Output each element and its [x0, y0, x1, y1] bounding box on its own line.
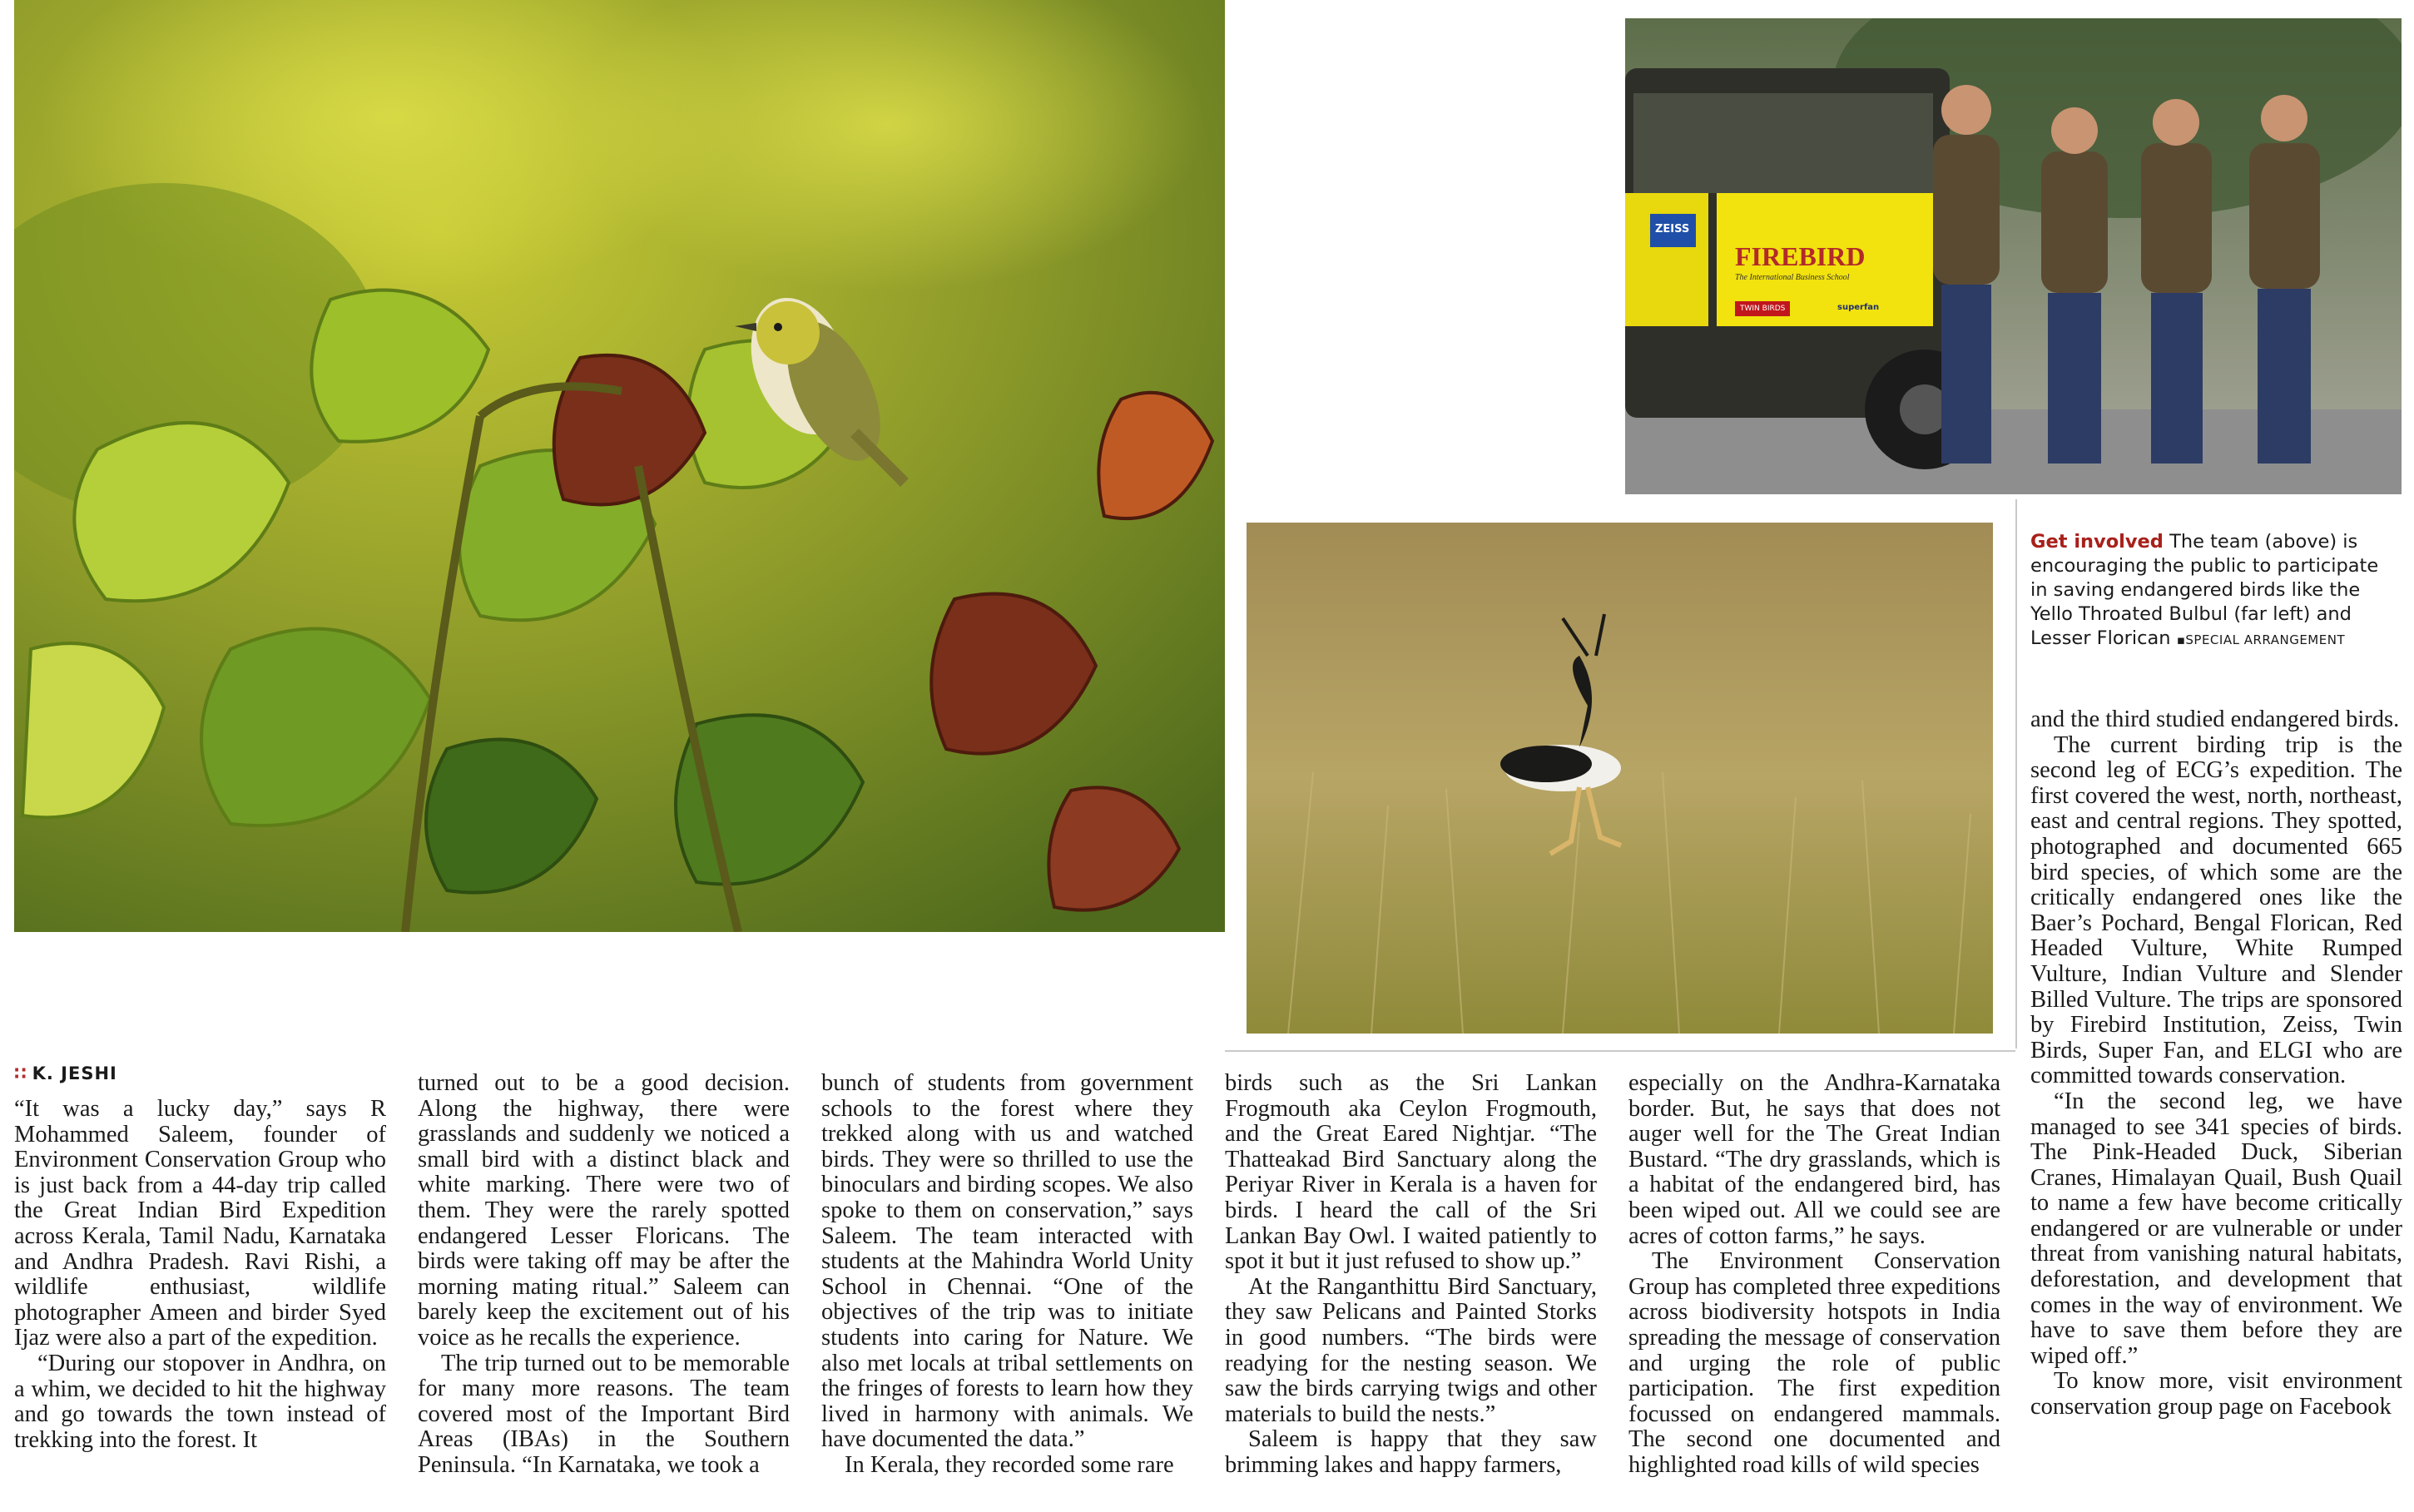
team-photo [1625, 18, 2402, 494]
byline-marker: ∷ [14, 1063, 27, 1083]
florican-frame [1225, 499, 2015, 1048]
column-divider [2015, 499, 2017, 1048]
paragraph: “It was a lucky day,” says R Mohammed Saleem, founder of Environment Conservation Group who is just back from a 44-day trip called the Great Indian Bird Expedition across Kerala, Tamil Nadu, Karnataka and Andhra Pradesh. Ravi Rishi, a wildlife enthusiast, wildlife photographer Ameen and birder Syed Ijaz were also a part of the expedition. [14, 1096, 386, 1351]
caption-kicker: Get involved [2030, 531, 2164, 553]
byline [14, 1063, 117, 1083]
caption-text: The team (above) is encouraging the public to participate in saving endangered birds like the Yello Throated Bulbul (far left) and Lesser Florican [2030, 531, 2379, 649]
paragraph: bunch of students from government schools to the forest where they trekked along with us and watched birds. They were so thrilled to use the binoculars and birding scopes. We also spoke to them on conservation,” says Saleem. The team interacted with students at the Mahindra World Unity School in Chennai. “One of the objectives of the trip was to initiate students into caring for Nature. We also met locals at tribal settlements on the fringes of forests to learn how they lived in harmony with animals. We have documented the data.” [821, 1070, 1193, 1453]
paragraph: “During our stopover in Andhra, on a whim, we decided to hit the highway and go towards the town instead of trekking into the forest. It [14, 1350, 386, 1453]
jeep-sign-title: FIREBIRD [1735, 241, 1866, 271]
article-column-1 [14, 1097, 386, 1453]
caption-credit: ▪SPECIAL ARRANGEMENT [2176, 632, 2346, 647]
paragraph: At the Ranganthittu Bird Sanctuary, they saw Pelicans and Painted Storks in good numbers. “The birds were readying for the nesting season. We saw the birds carrying twigs and other materials to build the nests.” [1225, 1273, 1597, 1427]
byline-author: K. JESHI [32, 1063, 117, 1083]
paragraph: In Kerala, they recorded some rare [845, 1451, 1174, 1478]
paragraph: Saleem is happy that they saw brimming lakes and happy farmers, [1225, 1426, 1597, 1478]
jeep-sign-subtitle: The International Business School [1735, 273, 1850, 282]
article-column-6 [2030, 707, 2402, 1420]
paragraph: The trip turned out to be memorable for many more reasons. The team covered most of the Important Bird Areas (IBAs) in the Southern Peninsula. “In Karnataka, we took a [418, 1350, 790, 1478]
paragraph: and the third studied endangered birds. [2030, 706, 2400, 732]
paragraph: especially on the Andhra-Karnataka border. But, he says that does not auger well for the The Great Indian Bustard. “The dry grasslands, which is a habitat of the endangered bird, has been wiped out. All we could see are acres of cotton farms,” he says. [1628, 1070, 2000, 1249]
florican-photo [1247, 523, 1993, 1034]
bulbul-photo [14, 0, 1225, 932]
paragraph: To know more, visit environment conservation group page on Facebook [2030, 1368, 2402, 1420]
photo-caption [2030, 530, 2397, 652]
article-column-4 [1225, 1071, 1597, 1479]
photo-divider [1225, 1050, 2015, 1052]
paragraph: “In the second leg, we have managed to see 341 species of birds. The Pink-Headed Duck, Siberian Cranes, Himalayan Quail, Bush Quail to name a few have become critically endangered or are vulnerable or under threat from vanishing natural habitats, deforestation, and development that comes in the way of environment. We have to save them before they are wiped off.” [2030, 1088, 2402, 1369]
article-column-5 [1628, 1071, 2000, 1479]
paragraph: turned out to be a good decision. Along the highway, there were grasslands and suddenly we noticed a small bird with a distinct black and white marking. There were two of them. They were the rarely spotted endangered Lesser Floricans. The birds were taking off may be after the morning mating ritual.” Saleem can barely keep the excitement out of his voice as he recalls the experience. [418, 1070, 790, 1351]
zeiss-logo: ZEISS [1655, 223, 1690, 235]
superfan-logo: superfan [1837, 303, 1880, 312]
article-column-2 [418, 1071, 790, 1479]
article-column-3 [821, 1071, 1193, 1479]
twinbirds-logo: TWIN BIRDS [1735, 301, 1790, 316]
paragraph: The Environment Conservation Group has completed three expeditions across biodiversity hotspots in India spreading the message of conservation and urging the role of public participation. The first expedition focussed on endangered mammals. The second one documented and highlighted road kills of wild species [1628, 1248, 2000, 1478]
paragraph: The current birding trip is the second leg of ECG’s expedition. The first covered the west, north, northeast, east and central regions. They spotted, photographed and documented 665 bird species, of which some are the critically endangered ones like the Baer’s Pochard, Bengal Florican, Red Headed Vulture, White Rumped Vulture, Indian Vulture and Slender Billed Vulture. The trips are sponsored by Firebird Institution, Zeiss, Twin Birds, Super Fan, and ELGI who are committed towards conservation. [2030, 731, 2402, 1089]
paragraph: birds such as the Sri Lankan Frogmouth aka Ceylon Frogmouth, and the Great Eared Nightjar. “The Thatteakad Bird Sanctuary along the Periyar River in Kerala is a haven for birds. I heard the call of the Sri Lankan Bay Owl. I waited patiently to spot it but it just refused to show up.” [1225, 1070, 1597, 1275]
